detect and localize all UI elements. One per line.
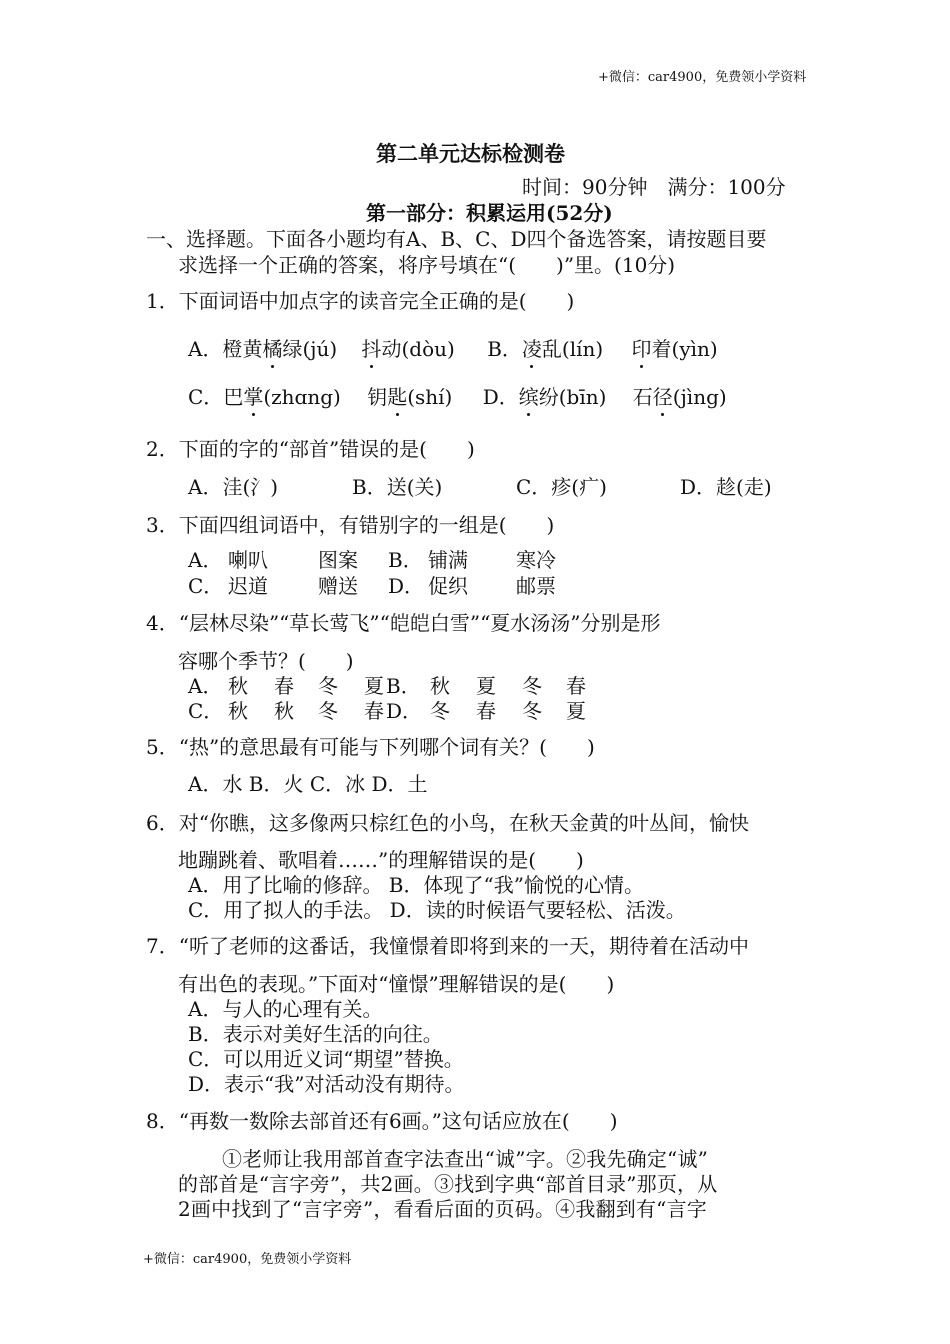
season-word: 夏: [476, 674, 496, 698]
option-word: 铺满: [428, 548, 468, 572]
option-text: 钥: [367, 385, 388, 409]
question-6-stem-line2: 地蹦跳着、歌唱着……”的理解错误的是( ): [178, 848, 584, 872]
option-text: 橙黄: [222, 337, 263, 361]
season-word: 冬: [318, 699, 338, 723]
season-word: 夏: [566, 699, 586, 723]
exam-meta: 时间：90分钟 满分：100分: [522, 175, 786, 199]
question-5-options: A．水 B．火 C．冰 D．土: [188, 772, 428, 796]
option-text: 石: [632, 385, 653, 409]
question-2-option-b: B．送(关): [352, 475, 443, 499]
option-word: 赠送: [318, 574, 358, 598]
question-7-option-d: D．表示“我”对活动没有期待。: [188, 1072, 465, 1096]
question-2-option-c: C．疹(疒): [516, 475, 607, 499]
question-6-options-cd: C．用了拟人的手法。 D．读的时候语气要轻松、活泼。: [188, 898, 686, 922]
option-text: 巴: [223, 385, 244, 409]
question-1-stem: 1．下面词语中加点字的读音完全正确的是( ): [146, 289, 575, 313]
season-word: 春: [476, 699, 496, 723]
season-word: 秋: [228, 674, 248, 698]
option-label: C．: [188, 385, 224, 409]
question-7-option-c: C．可以用近义词“期望”替换。: [188, 1047, 464, 1071]
question-2-option-a: A．洼(氵): [188, 475, 279, 499]
question-2-stem: 2．下面的字的“部首”错误的是( ): [146, 437, 475, 461]
season-word: 冬: [318, 674, 338, 698]
part-heading: 第一部分：积累运用(52分): [366, 201, 613, 225]
season-word: 冬: [522, 674, 542, 698]
option-text: 乱(lín): [541, 337, 604, 361]
option-label: A．: [188, 548, 223, 572]
option-label: C．: [188, 699, 224, 723]
season-word: 春: [566, 674, 586, 698]
option-label: B．: [388, 548, 423, 572]
question-7-option-b: B．表示对美好生活的向往。: [188, 1022, 443, 1046]
question-7-stem-line2: 有出色的表现。”下面对“憧憬”理解错误的是( ): [178, 972, 615, 996]
question-7-option-a: A．与人的心理有关。: [188, 997, 383, 1021]
dotted-char: 径: [652, 385, 673, 409]
question-7-stem-line1: 7．“听了老师的这番话，我憧憬着即将到来的一天，期待着在活动中: [146, 934, 749, 958]
dotted-char: 匙: [387, 385, 408, 409]
dotted-char: 抖: [361, 337, 382, 361]
season-word: 夏: [364, 674, 384, 698]
question-8-passage-line1: ①老师让我用部首查字法查出“诚”字。②我先确定“诚”: [222, 1147, 709, 1171]
option-word: 图案: [318, 548, 358, 572]
option-word: 寒冷: [516, 548, 556, 572]
season-word: 春: [364, 699, 384, 723]
option-word: 邮票: [516, 574, 556, 598]
option-text: 动(dòu): [381, 337, 455, 361]
option-text: (zhɑng): [263, 385, 341, 409]
season-word: 秋: [228, 699, 248, 723]
option-label: D．: [388, 574, 425, 598]
option-text: (shí): [407, 385, 453, 409]
option-text: 纷(bīn): [538, 385, 607, 409]
footer-note: +微信：car4900，免费领小学资料: [143, 1252, 352, 1267]
question-6-options-ab: A．用了比喻的修辞。 B．体现了“我”愉悦的心情。: [188, 873, 644, 897]
option-word: 促织: [428, 574, 468, 598]
dotted-char: 凌: [521, 337, 542, 361]
season-word: 秋: [430, 674, 450, 698]
section-instruction-line1: 一、选择题。下面各小题均有A、B、C、D四个备选答案，请按题目要: [146, 227, 767, 251]
option-label: C．: [188, 574, 224, 598]
question-6-stem-line1: 6．对“你瞧，这多像两只棕红色的小鸟，在秋天金黄的叶丛间，愉快: [146, 811, 749, 835]
option-label: B．: [487, 337, 522, 361]
season-word: 冬: [430, 699, 450, 723]
option-label: A．: [188, 674, 223, 698]
question-8-stem: 8．“再数一数除去部首还有6画。”这句话应放在( ): [146, 1109, 618, 1133]
dotted-char: 印: [631, 337, 652, 361]
option-text: 着(yìn): [651, 337, 718, 361]
question-8-passage-line3: 2画中找到了“言字旁”，看看后面的页码。④我翻到有“言字: [178, 1197, 707, 1221]
option-word: 迟道: [228, 574, 268, 598]
season-word: 春: [274, 674, 294, 698]
question-1-options-cd: [188, 384, 727, 410]
option-text: 绿(jú): [282, 337, 338, 361]
dotted-char: 掌: [243, 385, 264, 409]
page-title: 第二单元达标检测卷: [376, 141, 565, 166]
option-label: D．: [482, 385, 519, 409]
season-word: 秋: [274, 699, 294, 723]
question-8-passage-line2: 的部首是“言字旁”，共2画。③找到字典“部首目录”那页，从: [178, 1172, 718, 1196]
option-label: D．: [386, 699, 423, 723]
question-4-stem-line2: 容哪个季节？( ): [178, 649, 354, 673]
dotted-char: 橘: [262, 337, 283, 361]
question-2-option-d: D．趁(走): [680, 475, 772, 499]
question-5-stem: 5．“热”的意思最有可能与下列哪个词有关？( ): [146, 735, 595, 759]
question-1-options-ab: [188, 336, 718, 362]
option-word: 喇叭: [228, 548, 268, 572]
option-label: B．: [386, 674, 421, 698]
option-label: A．: [188, 337, 223, 361]
season-word: 冬: [522, 699, 542, 723]
question-3-stem: 3．下面四组词语中，有错别字的一组是( ): [146, 513, 555, 537]
section-instruction-line2: 求选择一个正确的答案，将序号填在“( )”里。(10分): [178, 253, 676, 277]
option-text: (jìng): [672, 385, 727, 409]
dotted-char: 缤: [518, 385, 539, 409]
header-note: +微信：car4900，免费领小学资料: [598, 70, 807, 85]
question-4-stem-line1: 4．“层林尽染”“草长莺飞”“皑皑白雪”“夏水汤汤”分别是形: [146, 611, 661, 635]
